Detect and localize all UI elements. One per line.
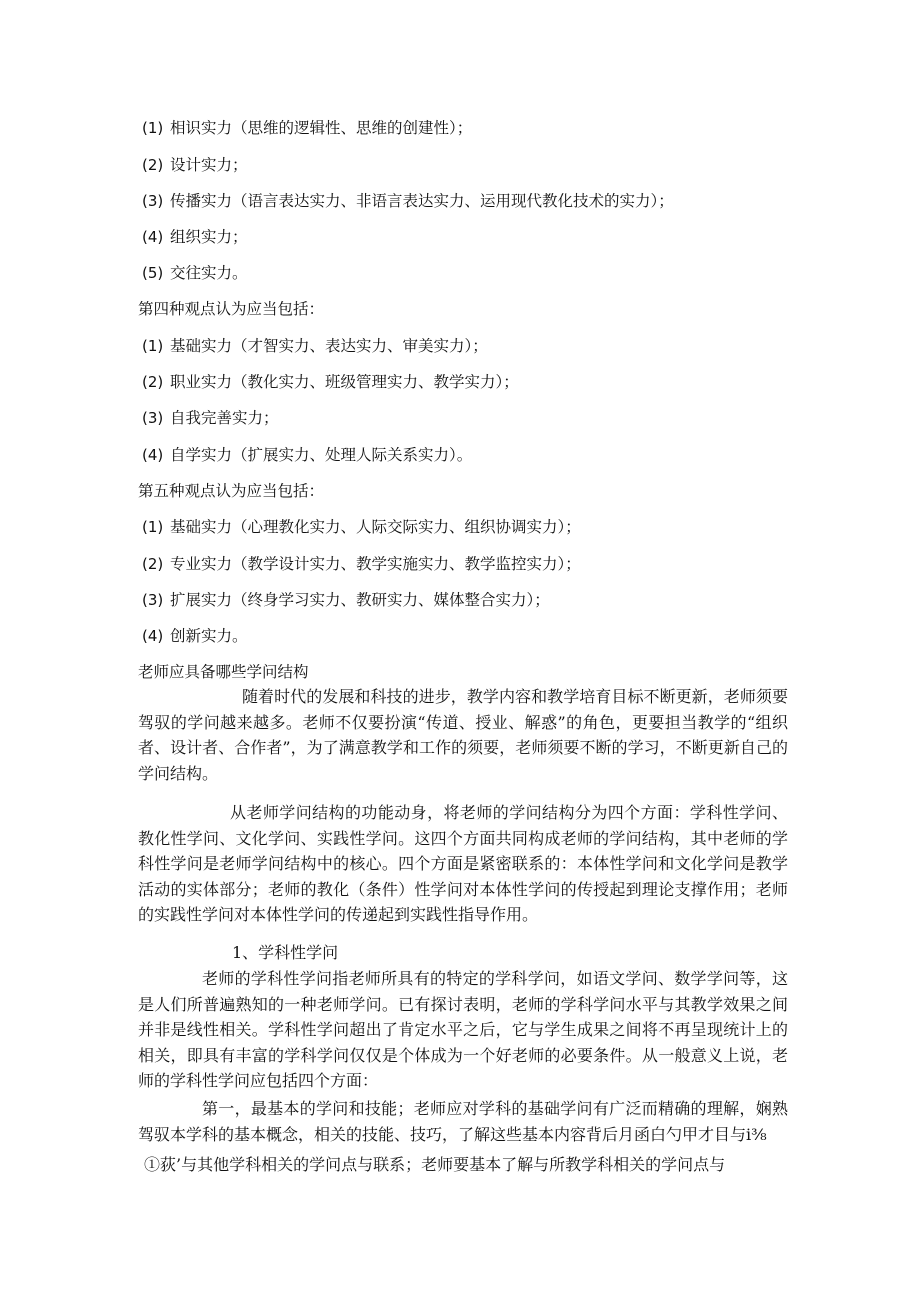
- list3-item-4: (4) 组织实力；: [142, 228, 248, 246]
- paragraph-5: ①荻’与其他学科相关的学问点与联系；老师要基本了解与所教学科相关的学问点与: [144, 1155, 726, 1174]
- list3-item-5: (5) 交往实力。: [142, 264, 248, 282]
- list5-item-3: (3) 扩展实力（终身学习实力、教研实力、媒体整合实力）；: [142, 591, 550, 609]
- paragraph-1: 随着时代的发展和科技的进步，教学内容和教学培育目标不断更新，老师须要驾驭的学问越来越多。老师不仅要扮演“传道、授业、解惑”的角色，更要担当教学的“组织者、设计者、合作者”，为了满意教学和工作的须要，老师须要不断的学习，不断更新自己的学问结构。: [138, 687, 788, 783]
- list3-item-1: (1) 相识实力（思维的逻辑性、思维的创建性）；: [142, 119, 473, 137]
- view4-heading: 第四种观点认为应当包括：: [138, 300, 325, 318]
- list5-item-2: (2) 专业实力（教学设计实力、教学实施实力、教学监控实力）；: [142, 555, 581, 573]
- list4-item-4: (4) 自学实力（扩展实力、处理人际关系实力）。: [142, 446, 473, 464]
- list3-item-3: (3) 传播实力（语言表达实力、非语言表达实力、运用现代教化技术的实力）；: [142, 192, 674, 210]
- subheading-1: 1、学科性学问: [232, 943, 339, 962]
- list4-item-1: (1) 基础实力（才智实力、表达实力、审美实力）；: [142, 337, 488, 355]
- paragraph-4: 第一，最基本的学问和技能；老师应对学科的基础学问有广泛而精确的理解，娴熟驾驭本学科的基本概念，相关的技能、技巧，了解这些基本内容背后月函白勺甲才目与i⅜: [138, 1099, 788, 1144]
- paragraph-3: 老师的学科性学问指老师所具有的特定的学科学问，如语文学问、数学学问等，这是人们所普遍熟知的一种老师学问。已有探讨表明，老师的学科学问水平与其教学效果之间并非是线性相关。学科性学问超出了肯定水平之后，它与学生成果之间将不再呈现统计上的相关，即具有丰富的学科学问仅仅是个体成为一个好老师的必要条件。从一般意义上说，老师的学科性学问应包括四个方面：: [138, 969, 788, 1090]
- view5-heading: 第五种观点认为应当包括：: [138, 482, 325, 500]
- list3-item-2: (2) 设计实力；: [142, 156, 248, 174]
- paragraph-2: 从老师学问结构的功能动身，将老师的学问结构分为四个方面：学科性学问、教化性学问、文化学问、实践性学问。这四个方面共同构成老师的学问结构，其中老师的学科性学问是老师学问结构中的核心。四个方面是紧密联系的：本体性学问和文化学问是教学活动的实体部分；老师的教化（条件）性学问对本体性学问的传授起到理论支撑作用；老师的实践性学问对本体性学问的传递起到实践性指导作用。: [138, 803, 788, 924]
- list5-item-4: (4) 创新实力。: [142, 627, 248, 645]
- list4-item-2: (2) 职业实力（教化实力、班级管理实力、教学实力）；: [142, 373, 519, 391]
- list5-item-1: (1) 基础实力（心理教化实力、人际交际实力、组织协调实力）；: [142, 518, 581, 536]
- section-title: 老师应具备哪些学问结构: [138, 663, 309, 681]
- list4-item-3: (3) 自我完善实力；: [142, 409, 279, 427]
